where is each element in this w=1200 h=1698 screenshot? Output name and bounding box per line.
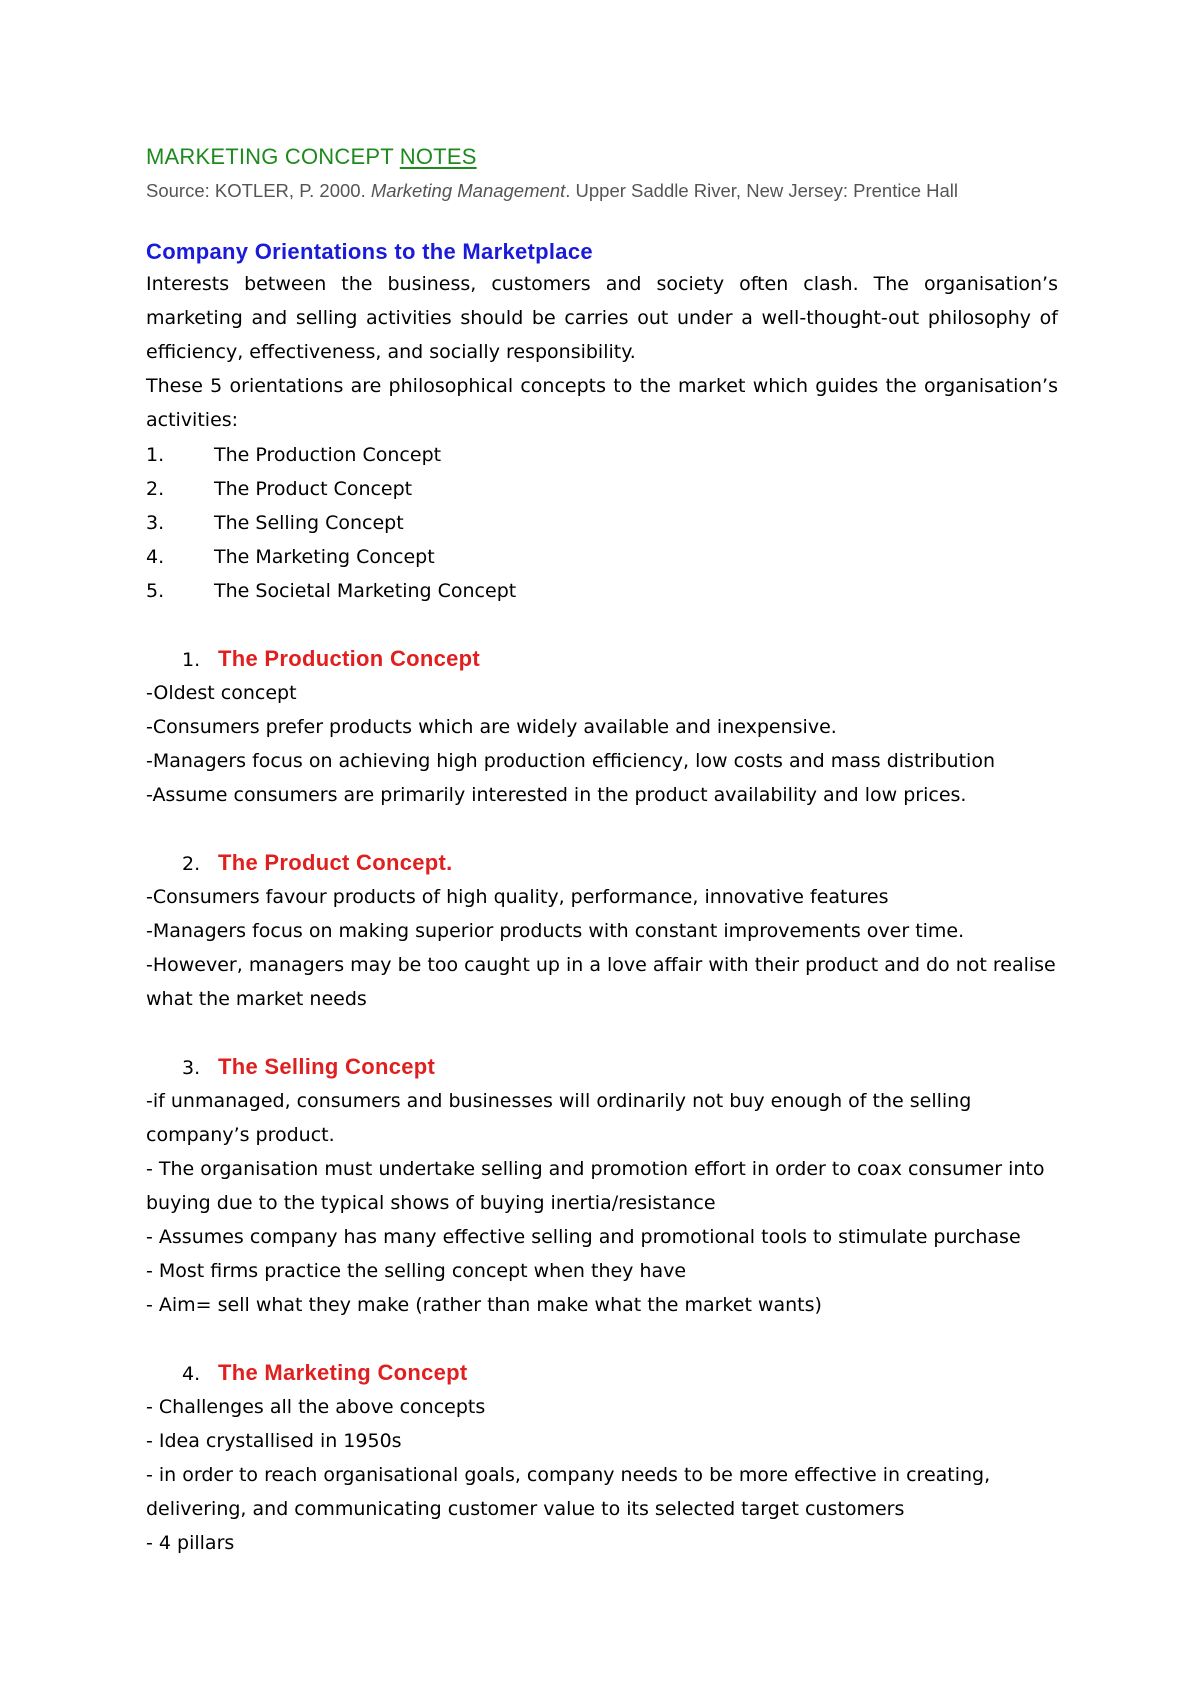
list-number: 2.	[146, 478, 165, 500]
note-line: - in order to reach organisational goals, company needs to be more effective in creating, delivering, and communicating customer value to its selected target customers	[146, 1464, 991, 1520]
note-line: -Consumers prefer products which are widely available and inexpensive.	[146, 716, 837, 738]
concept-product	[146, 846, 1058, 1016]
list-number: 5.	[146, 580, 165, 602]
note-line: -if unmanaged, consumers and businesses will ordinarily not buy enough of the selling company’s product.	[146, 1090, 972, 1146]
note-line: -Managers focus on achieving high production efficiency, low costs and mass distribution	[146, 750, 995, 772]
list-number: 1.	[146, 444, 165, 466]
list-item	[146, 574, 516, 608]
concept-title: The Product Concept.	[218, 850, 453, 875]
list-number: 4.	[146, 546, 165, 568]
list-label: The Marketing Concept	[214, 546, 435, 568]
concept-heading	[146, 1050, 1058, 1084]
source-prefix: Source: KOTLER, P. 2000.	[146, 180, 371, 201]
concept-notes	[146, 1084, 1058, 1322]
list-item	[146, 438, 516, 472]
list-label: The Societal Marketing Concept	[214, 580, 517, 602]
note-line: - 4 pillars	[146, 1532, 235, 1554]
concept-number: 2.	[182, 853, 201, 875]
concept-title: The Production Concept	[218, 646, 481, 671]
section-heading: Company Orientations to the Marketplace	[146, 239, 593, 264]
list-label: The Selling Concept	[214, 512, 404, 534]
note-line: - Challenges all the above concepts	[146, 1396, 486, 1418]
note-line: - Aim= sell what they make (rather than make what the market wants)	[146, 1294, 822, 1316]
title-main: MARKETING CONCEPT	[146, 144, 400, 169]
source-book-title: Marketing Management	[370, 180, 566, 201]
concept-production	[146, 642, 1058, 812]
concept-notes	[146, 880, 1058, 1016]
concept-marketing	[146, 1356, 1058, 1560]
note-line: -However, managers may be too caught up in a love affair with their product and do not realise what the market needs	[146, 954, 1056, 1010]
note-line: -Consumers favour products of high quality, performance, innovative features	[146, 886, 889, 908]
concept-heading	[146, 642, 1058, 676]
list-item	[146, 540, 516, 574]
note-line: - Idea crystallised in 1950s	[146, 1430, 402, 1452]
concept-number: 4.	[182, 1363, 201, 1385]
concept-number: 3.	[182, 1057, 201, 1079]
title-underlined: NOTES	[399, 144, 477, 169]
note-line: - Most firms practice the selling concept when they have	[146, 1260, 687, 1282]
note-line: - Assumes company has many effective selling and promotional tools to stimulate purchase	[146, 1226, 1021, 1248]
intro-paragraph: These 5 orientations are philosophical concepts to the market which guides the organisation’s activities:	[146, 375, 1058, 431]
concept-notes	[146, 676, 1058, 812]
list-label: The Production Concept	[214, 444, 442, 466]
list-item	[146, 472, 516, 506]
note-line: - The organisation must undertake selling and promotion effort in order to coax consumer into buying due to the typical shows of buying inertia/resistance	[146, 1158, 1045, 1214]
source-suffix: . Upper Saddle River, New Jersey: Prentice Hall	[565, 180, 959, 201]
note-line: -Managers focus on making superior products with constant improvements over time.	[146, 920, 965, 942]
intro-paragraph: Interests between the business, customers and society often clash. The organisation’s marketing and selling activities should be carries out under a well-thought-out philosophy of efficiency, effectiveness, and socially responsibility.	[146, 273, 1058, 363]
source-citation	[146, 180, 958, 202]
document-title	[146, 144, 477, 170]
concept-title: The Marketing Concept	[218, 1360, 468, 1385]
concept-title: The Selling Concept	[218, 1054, 436, 1079]
note-line: -Oldest concept	[146, 682, 297, 704]
orientations-list	[146, 438, 516, 608]
concept-selling	[146, 1050, 1058, 1322]
intro-text	[146, 267, 1058, 437]
note-line: -Assume consumers are primarily interested in the product availability and low prices.	[146, 784, 967, 806]
concept-heading	[146, 1356, 1058, 1390]
concept-number: 1.	[182, 649, 201, 671]
list-item	[146, 506, 516, 540]
list-label: The Product Concept	[214, 478, 413, 500]
concept-heading	[146, 846, 1058, 880]
concept-notes	[146, 1390, 1058, 1560]
list-number: 3.	[146, 512, 165, 534]
